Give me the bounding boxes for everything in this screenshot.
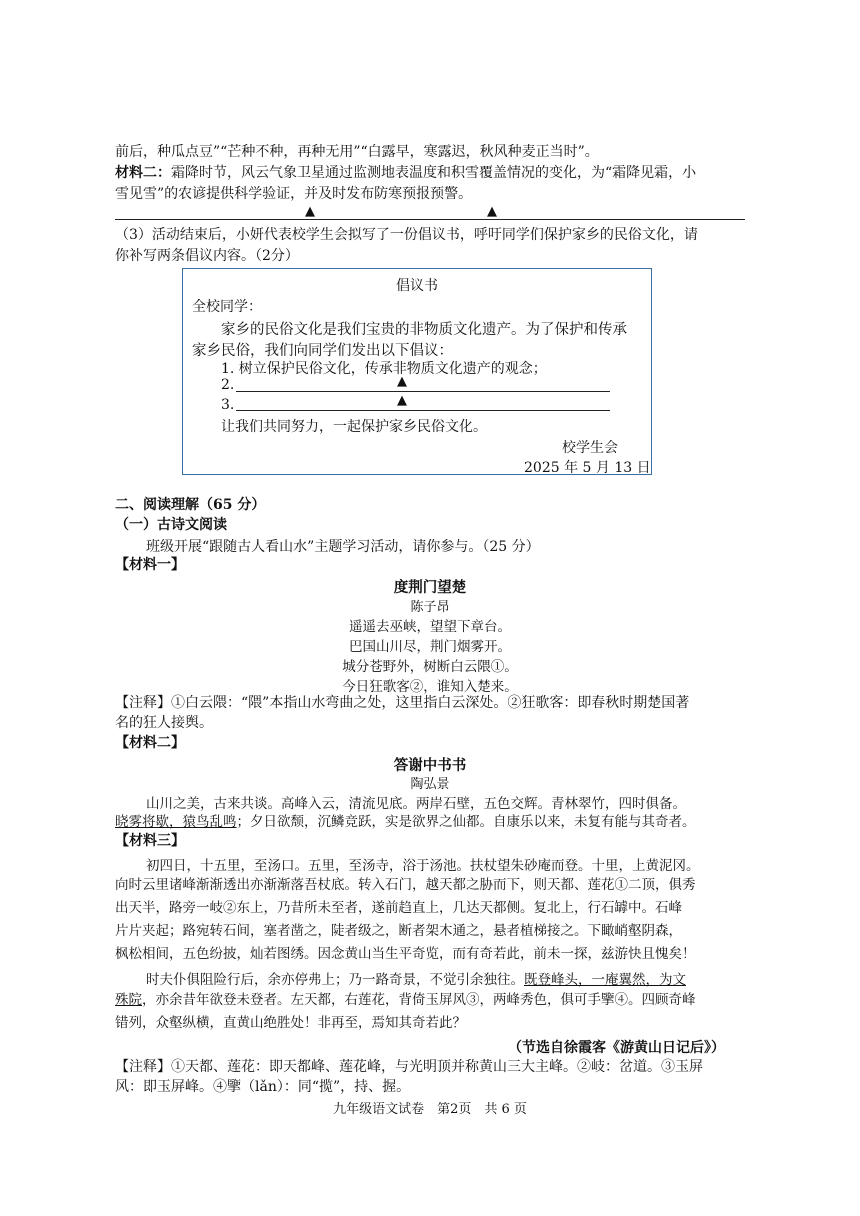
poem-line: 今日狂歌客②，谁知入楚来。 [342,679,518,695]
proposal-closing: 让我们共同努力，一起保护家乡民俗文化。 [221,419,487,435]
prose-line [115,813,696,831]
prose-line [115,991,696,1009]
intro-text: 班级开展“跟随古人看山水”主题学习活动，请你参与。（25 分） [146,539,540,555]
note-text: 【注释】①白云隈：“隈”本指山水弯曲之处，这里指白云深处。②狂歌客：即春秋时期楚国著 [115,695,690,711]
answer-triangle: ▲ [305,204,315,219]
proposal-salutation: 全校同学： [192,299,262,315]
source-citation: （节选自徐霞客《游黄山日记后》） [508,1040,725,1056]
material-label: 【材料二】 [115,735,185,751]
answer-triangle: ▲ [487,204,497,219]
prose-text: 片片夹起；路宛转石间，塞者凿之，陡者级之，断者架木通之，悬者植梯接之。下瞰峭壑阴森， [115,923,682,939]
proposal-item-2-num: 2. [221,377,235,393]
underlined-text: 晓雾将歇，猿鸟乱鸣 [115,814,237,830]
prose-title: 答谢中书书 [393,757,467,774]
proposal-signer: 校学生会 [562,440,618,456]
prose-text: 时夫仆俱阻险行后，余亦停弗上；乃一路奇景，不觉引余独往。 [146,972,524,988]
underlined-text: 既登峰头，一庵翼然，为文 [524,972,686,988]
poem-author: 陈子昂 [410,600,450,615]
prose-text: 出天半，路旁一岐②东上，乃昔所未至者，遂前趋直上，几达天都侧。复北上，行石罅中。石峰 [115,900,682,916]
prose-text: 枫松相间，五色纷披，灿若图绣。因念黄山当生平奇览，而有奇若此，前未一探，兹游快且愧矣！ [115,946,696,962]
poem-title: 度荆门望楚 [393,579,467,596]
blank-line [236,410,610,411]
note-text: 名的狂人接舆。 [115,715,213,731]
prose-line [146,968,686,988]
subsection-heading: （一）古诗文阅读 [115,517,227,533]
proposal-item-3-num: 3. [221,397,235,413]
material2-line [115,164,696,182]
section-heading: 二、阅读理解（65 分） [115,497,266,513]
answer-triangle: ▲ [397,393,407,408]
question-line: 你补写两条倡议内容。（2分） [115,248,299,264]
prose-text: ；夕日欲颓，沉鳞竞跃，实是欲界之仙都。自康乐以来，未复有能与其奇者。 [236,814,696,830]
prose-text: 初四日，十五里，至汤口。五里，至汤寺，浴于汤池。扶杖望朱砂庵而登。十里，上黄泥冈。 [146,858,700,874]
text-line: 雪见雪”的农谚提供科学验证，并及时发布防寒预报预警。 [115,186,473,202]
blank-line [236,391,610,392]
prose-text: ，亦余昔年欲登未登者。左天都，右莲花，背倚玉屏风③，两峰秀色，俱可手擥④。四顾奇峰 [142,992,696,1008]
note-text: 【注释】①天都、莲花：即天都峰、莲花峰，与光明顶并称黄山三大主峰。②岐：岔道。③玉屏 [115,1059,703,1075]
text: 霜降时节，风云气象卫星通过监测地表温度和积雪覆盖情况的变化，为“霜降见霜，小 [171,165,697,181]
proposal-title: 倡议书 [396,278,438,294]
text-line: 前后，种瓜点豆”“芒种不种，再种无用”“白露早，寒露迟，秋风种麦正当时”。 [115,144,599,160]
poem-line: 巴国山川尽，荆门烟雾开。 [349,639,511,655]
poem-line: 城分苍野外，树断白云隈①。 [342,659,518,675]
answer-line [115,219,745,220]
proposal-body: 家乡的民俗文化是我们宝贵的非物质文化遗产。为了保护和传承 [221,322,627,338]
answer-triangle: ▲ [397,374,407,389]
underlined-text: 殊院 [115,992,142,1008]
material-label: 材料二： [115,165,171,181]
material-label: 【材料三】 [115,833,185,849]
proposal-body: 家乡民俗，我们向同学们发出以下倡议： [192,343,453,359]
material-label: 【材料一】 [115,557,185,573]
prose-author: 陶弘景 [410,777,450,792]
note-text: 风：即玉屏峰。④擥（lǎn）：同“揽”，持、握。 [115,1079,411,1095]
proposal-date: 2025 年 5 月 13 日 [524,460,651,476]
proposal-item-1: 1. 树立保护民俗文化，传承非物质文化遗产的观念； [221,361,547,377]
prose-text: 错列，众壑纵横，直黄山绝胜处！非再至，焉知其奇若此？ [115,1015,466,1031]
question-line: （3）活动结束后，小妍代表校学生会拟写了一份倡议书，呼吁同学们保护家乡的民俗文化，请 [115,227,698,243]
prose-text: 山川之美，古来共谈。高峰入云，清流见底。两岸石壁，五色交辉。青林翠竹，四时俱备。 [146,796,686,812]
poem-line: 遥遥去巫峡，望望下章台。 [349,619,511,635]
prose-text: 向时云里诸峰渐渐透出亦渐渐落吾杖底。转入石门，越天都之胁而下，则天都、莲花①二顶，俱秀 [115,877,696,893]
page-footer: 九年级语文试卷 第2页 共 6 页 [333,1102,527,1117]
